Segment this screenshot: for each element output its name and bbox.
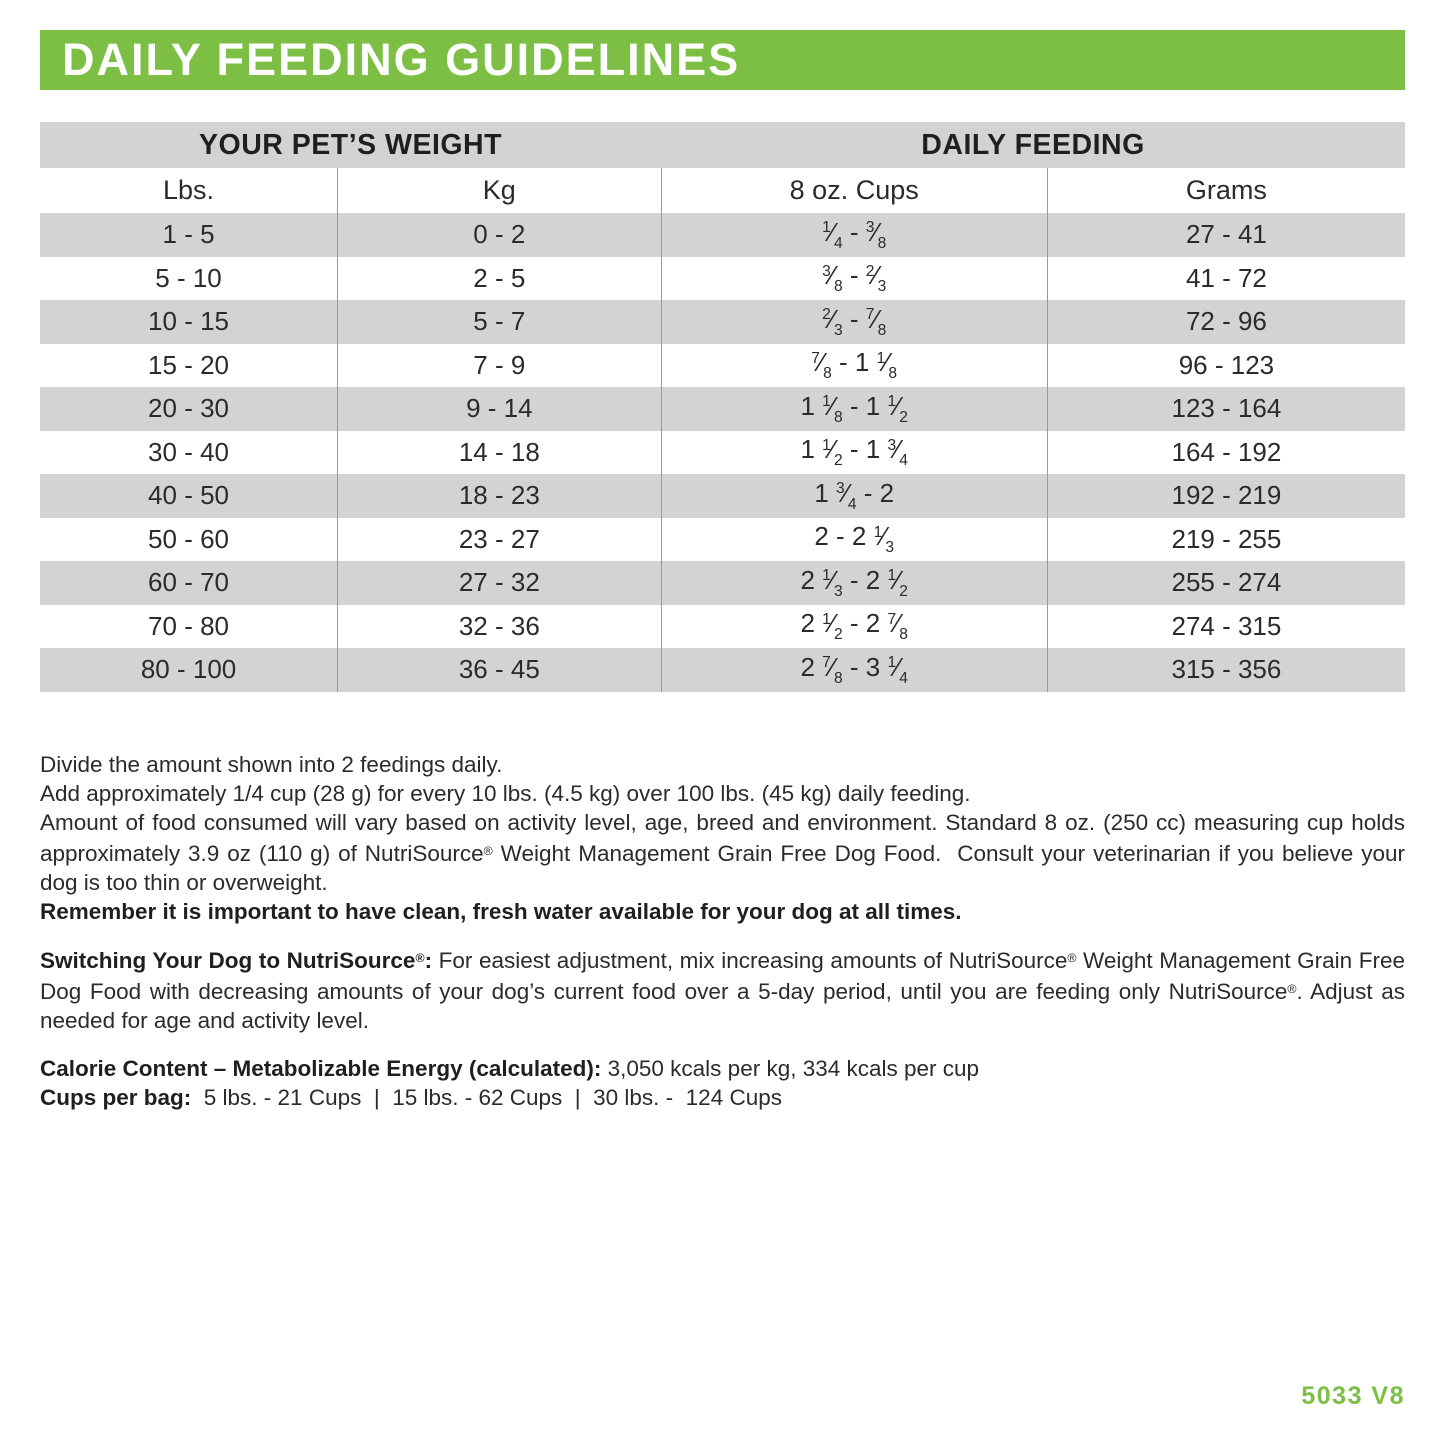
calorie-content-value: 3,050 kcals per kg, 334 kcals per cup [601,1056,980,1081]
kg-cell: 2 - 5 [338,257,662,301]
footer-code: 5033 V8 [1301,1382,1405,1410]
kg-cell: 5 - 7 [338,300,662,344]
note-amount-varies: Amount of food consumed will vary based on activity level, age, breed and environment. Standard 8 oz. (250 cc) measuring cup holds approximately 3.9 oz (110 g) of NutriSource® Weight Management Grain Free Dog Food. Consult your veterinarian if you believe your dog is too thin or overweight. [40,810,1405,896]
lbs-cell: 10 - 15 [40,300,338,344]
grams-cell: 192 - 219 [1047,474,1405,518]
grams-cell: 274 - 315 [1047,605,1405,649]
switching-paragraph [40,944,1405,1035]
cups-per-bag-line [40,1083,1405,1112]
note-fresh-water: Remember it is important to have clean, fresh water available for your dog at all times. [40,899,962,925]
grams-cell: 255 - 274 [1047,561,1405,605]
kg-cell: 36 - 45 [338,648,662,692]
table-row [40,474,1405,518]
cups-cell: 1 $^1⁄_8 - 1$ $^1⁄_2$ [661,387,1047,431]
table-row [40,257,1405,301]
note-add-quarter-cup: Add approximately 1/4 cup (28 g) for every 10 lbs. (4.5 kg) over 100 lbs. (45 kg) daily feeding. [40,781,971,806]
lbs-cell: 60 - 70 [40,561,338,605]
kg-cell: 32 - 36 [338,605,662,649]
grams-cell: 41 - 72 [1047,257,1405,301]
table-row [40,387,1405,431]
cups-per-bag-value: 5 lbs. - 21 Cups | 15 lbs. - 62 Cups | 30 lbs. - 124 Cups [191,1085,782,1110]
grams-cell: 27 - 41 [1047,213,1405,257]
table-column-header-row [40,168,1405,213]
column-header-cups: 8 oz. Cups [661,168,1047,213]
cups-cell: 2 $^1⁄_3 - 2$ $^1⁄_2$ [661,561,1047,605]
grams-cell: 219 - 255 [1047,518,1405,562]
lbs-cell: 50 - 60 [40,518,338,562]
cups-cell: $^3⁄_8$ - $^2⁄_3$ [661,257,1047,301]
cups-cell: 2 $^1⁄_2 - 2$ $^7⁄_8$ [661,605,1047,649]
kg-cell: 23 - 27 [338,518,662,562]
grams-cell: 72 - 96 [1047,300,1405,344]
group-header-daily-feeding: DAILY FEEDING [661,122,1405,168]
kg-cell: 27 - 32 [338,561,662,605]
table-row [40,605,1405,649]
lbs-cell: 15 - 20 [40,344,338,388]
grams-cell: 96 - 123 [1047,344,1405,388]
lbs-cell: 30 - 40 [40,431,338,475]
switching-label: Switching Your Dog to NutriSource®: [40,948,433,974]
kg-cell: 18 - 23 [338,474,662,518]
table-row [40,213,1405,257]
grams-cell: 164 - 192 [1047,431,1405,475]
feeding-table-body [40,213,1405,692]
lbs-cell: 70 - 80 [40,605,338,649]
cups-per-bag-label: Cups per bag: [40,1085,192,1110]
column-header-lbs: Lbs. [40,168,338,213]
lbs-cell: 5 - 10 [40,257,338,301]
note-divide-feedings: Divide the amount shown into 2 feedings daily. [40,752,503,777]
grams-cell: 123 - 164 [1047,387,1405,431]
cups-cell: 1 $^1⁄_2 - 1$ $^3⁄_4$ [661,431,1047,475]
table-row [40,648,1405,692]
column-header-kg: Kg [338,168,662,213]
feeding-notes [40,750,1405,926]
cups-cell: $^2⁄_3$ - $^7⁄_8$ [661,300,1047,344]
lbs-cell: 20 - 30 [40,387,338,431]
page-title: DAILY FEEDING GUIDELINES [62,34,741,85]
feeding-table [40,122,1405,692]
table-row [40,344,1405,388]
table-row [40,561,1405,605]
cups-cell: $^7⁄_8 - 1$ $^1⁄_8$ [661,344,1047,388]
cups-cell: $^1⁄_4$ - $^3⁄_8$ [661,213,1047,257]
lbs-cell: 1 - 5 [40,213,338,257]
lbs-cell: 40 - 50 [40,474,338,518]
table-group-header-row [40,122,1405,168]
table-row [40,300,1405,344]
table-row [40,518,1405,562]
kg-cell: 7 - 9 [338,344,662,388]
lbs-cell: 80 - 100 [40,648,338,692]
kg-cell: 9 - 14 [338,387,662,431]
cups-cell: 2 - 2 $^1⁄_3$ [661,518,1047,562]
calorie-content-line [40,1054,1405,1083]
calorie-info [40,1054,1405,1112]
kg-cell: 0 - 2 [338,213,662,257]
switching-text: For easiest adjustment, mix increasing amounts of NutriSource® Weight Management Grain Free Dog Food with decreasing amounts of your dog’s current food over a 5-day period, until you are feeding only NutriSource®. Adjust as needed for age and activity level. [40,948,1405,1034]
grams-cell: 315 - 356 [1047,648,1405,692]
table-row [40,431,1405,475]
kg-cell: 14 - 18 [338,431,662,475]
cups-cell: 2 $^7⁄_8 - 3$ $^1⁄_4$ [661,648,1047,692]
calorie-content-label: Calorie Content – Metabolizable Energy (calculated): [40,1056,602,1081]
group-header-pets-weight: YOUR PET’S WEIGHT [40,122,661,168]
column-header-grams: Grams [1047,168,1405,213]
title-banner [40,30,1405,90]
cups-cell: 1 $^3⁄_4 - 2$ [661,474,1047,518]
